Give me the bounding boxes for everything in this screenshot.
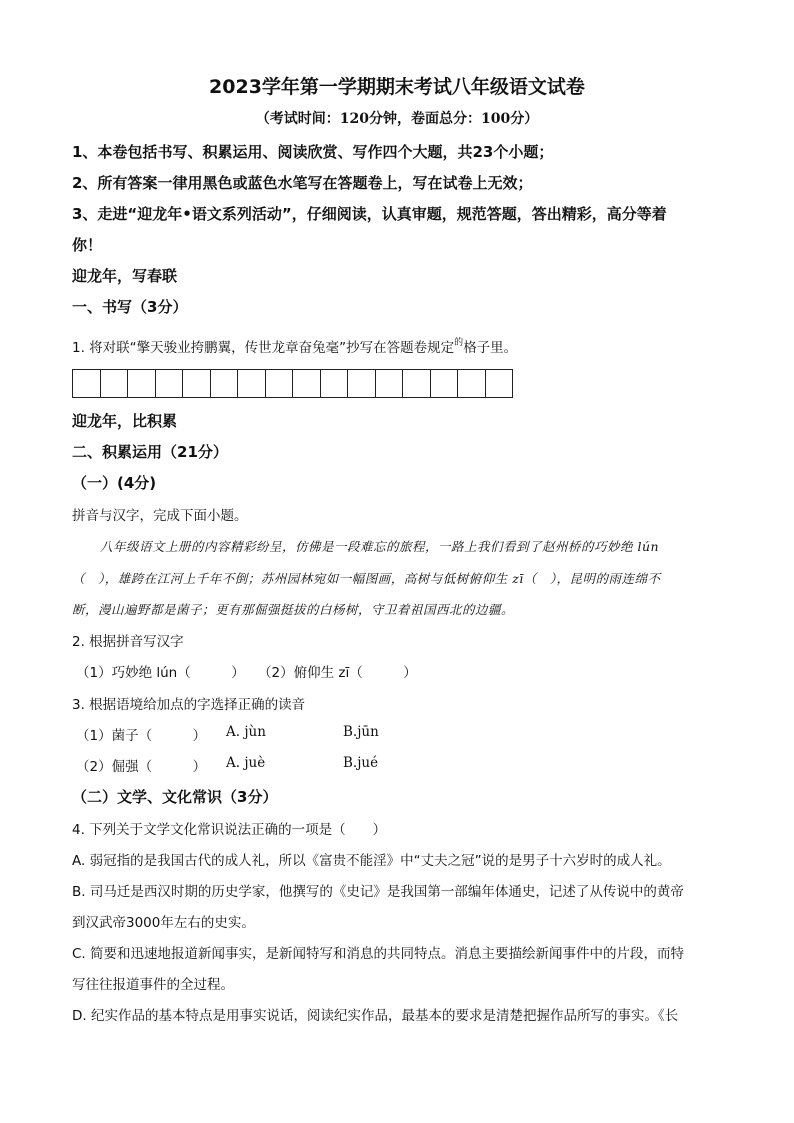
question-3-part-1: （1）菌子（ ） <box>76 728 207 744</box>
grid-cell[interactable] <box>376 370 404 397</box>
question-2: 2. 根据拼音写汉字 <box>72 634 184 650</box>
subsection-2-heading: （二）文学、文化常识（3分） <box>72 788 278 806</box>
grid-cell[interactable] <box>128 370 156 397</box>
grid-cell[interactable] <box>348 370 376 397</box>
exam-info: （考试时间：120分钟，卷面总分：100分） <box>255 111 539 127</box>
grid-cell[interactable] <box>321 370 349 397</box>
grid-cell[interactable] <box>403 370 431 397</box>
question-4-option-c-cont: 写往往报道事件的全过程。 <box>72 977 234 993</box>
question-4-option-c: C. 简要和迅速地报道新闻事实，是新闻特写和消息的共同特点。消息主要描绘新闻事件中的片段，而特 <box>72 946 685 962</box>
grid-cell[interactable] <box>293 370 321 397</box>
question-1-superscript: 的 <box>454 338 464 348</box>
grid-cell[interactable] <box>156 370 184 397</box>
question-1 <box>72 335 517 356</box>
question-3-part-2-option-b: B.jué <box>343 755 379 771</box>
subsection-1-heading: （一）(4分) <box>72 474 157 492</box>
question-2-part-2: （2）俯仰生 zī（ ） <box>258 665 417 681</box>
question-4: 4. 下列关于文学文化常识说法正确的一项是（ ） <box>72 822 387 838</box>
passage-line-2: （ ），雄跨在江河上千年不倒；苏州园林宛如一幅图画，高树与低树俯仰生 zī（ ），昆明的雨连绵不 <box>72 571 661 586</box>
question-3-part-2: （2）倔强（ ） <box>76 759 207 775</box>
grid-cell[interactable] <box>486 370 513 397</box>
instruction-3-cont: 你！ <box>72 236 103 254</box>
grid-cell[interactable] <box>101 370 129 397</box>
instruction-3: 3、走进“迎龙年•语文系列活动”，仔细阅读，认真审题，规范答题，答出精彩，高分等着 <box>72 205 667 223</box>
question-4-option-a: A. 弱冠指的是我国古代的成人礼，所以《富贵不能淫》中“丈夫之冠”说的是男子十六岁时的成人礼。 <box>72 853 671 869</box>
question-2-part-1: （1）巧妙绝 lún（ ） <box>76 665 245 681</box>
grid-cell[interactable] <box>431 370 459 397</box>
section-intro-accumulation: 迎龙年，比积累 <box>72 412 178 430</box>
instruction-2: 2、所有答案一律用黑色或蓝色水笔写在答题卷上，写在试卷上无效； <box>72 174 533 192</box>
passage-line-1: 八年级语文上册的内容精彩纷呈，仿佛是一段难忘的旅程，一路上我们看到了赵州桥的巧妙绝 lún <box>100 539 660 554</box>
subsection-1-prompt: 拼音与汉字，完成下面小题。 <box>72 508 248 524</box>
grid-cell[interactable] <box>73 370 101 397</box>
section-intro-spring-couplet: 迎龙年，写春联 <box>72 267 178 285</box>
grid-cell[interactable] <box>211 370 239 397</box>
grid-cell[interactable] <box>238 370 266 397</box>
instruction-1: 1、本卷包括书写、积累运用、阅读欣赏、写作四个大题，共23个小题； <box>72 143 554 161</box>
question-3: 3. 根据语境给加点的字选择正确的读音 <box>72 697 306 713</box>
grid-cell[interactable] <box>458 370 486 397</box>
writing-grid[interactable] <box>72 369 513 398</box>
grid-cell[interactable] <box>183 370 211 397</box>
page-title: 2023学年第一学期期末考试八年级语文试卷 <box>209 76 585 98</box>
question-4-option-b-cont: 到汉武帝3000年左右的史实。 <box>72 915 255 931</box>
question-3-part-2-option-a: A. juè <box>226 755 266 771</box>
question-4-option-d: D. 纪实作品的基本特点是用事实说话，阅读纪实作品，最基本的要求是清楚把握作品所写的事实。《长 <box>72 1008 679 1024</box>
question-3-part-1-option-a: A. jùn <box>226 724 266 740</box>
grid-cell[interactable] <box>266 370 294 397</box>
question-4-option-b: B. 司马迁是西汉时期的历史学家，他撰写的《史记》是我国第一部编年体通史，记述了从传说中的黄帝 <box>72 884 684 900</box>
section-heading-writing: 一、书写（3分） <box>72 298 188 316</box>
question-1-text-end: 格子里。 <box>463 340 518 356</box>
section-heading-application: 二、积累运用（21分） <box>72 443 228 461</box>
passage-line-3: 断，漫山遍野都是菌子；更有那倔强挺拔的白杨树，守卫着祖国西北的边疆。 <box>72 602 515 617</box>
question-1-text: 1. 将对联“擎天骏业挎鹏翼，传世龙章奋兔毫”抄写在答题卷规定 <box>72 340 455 356</box>
question-3-part-1-option-b: B.jūn <box>343 724 379 740</box>
